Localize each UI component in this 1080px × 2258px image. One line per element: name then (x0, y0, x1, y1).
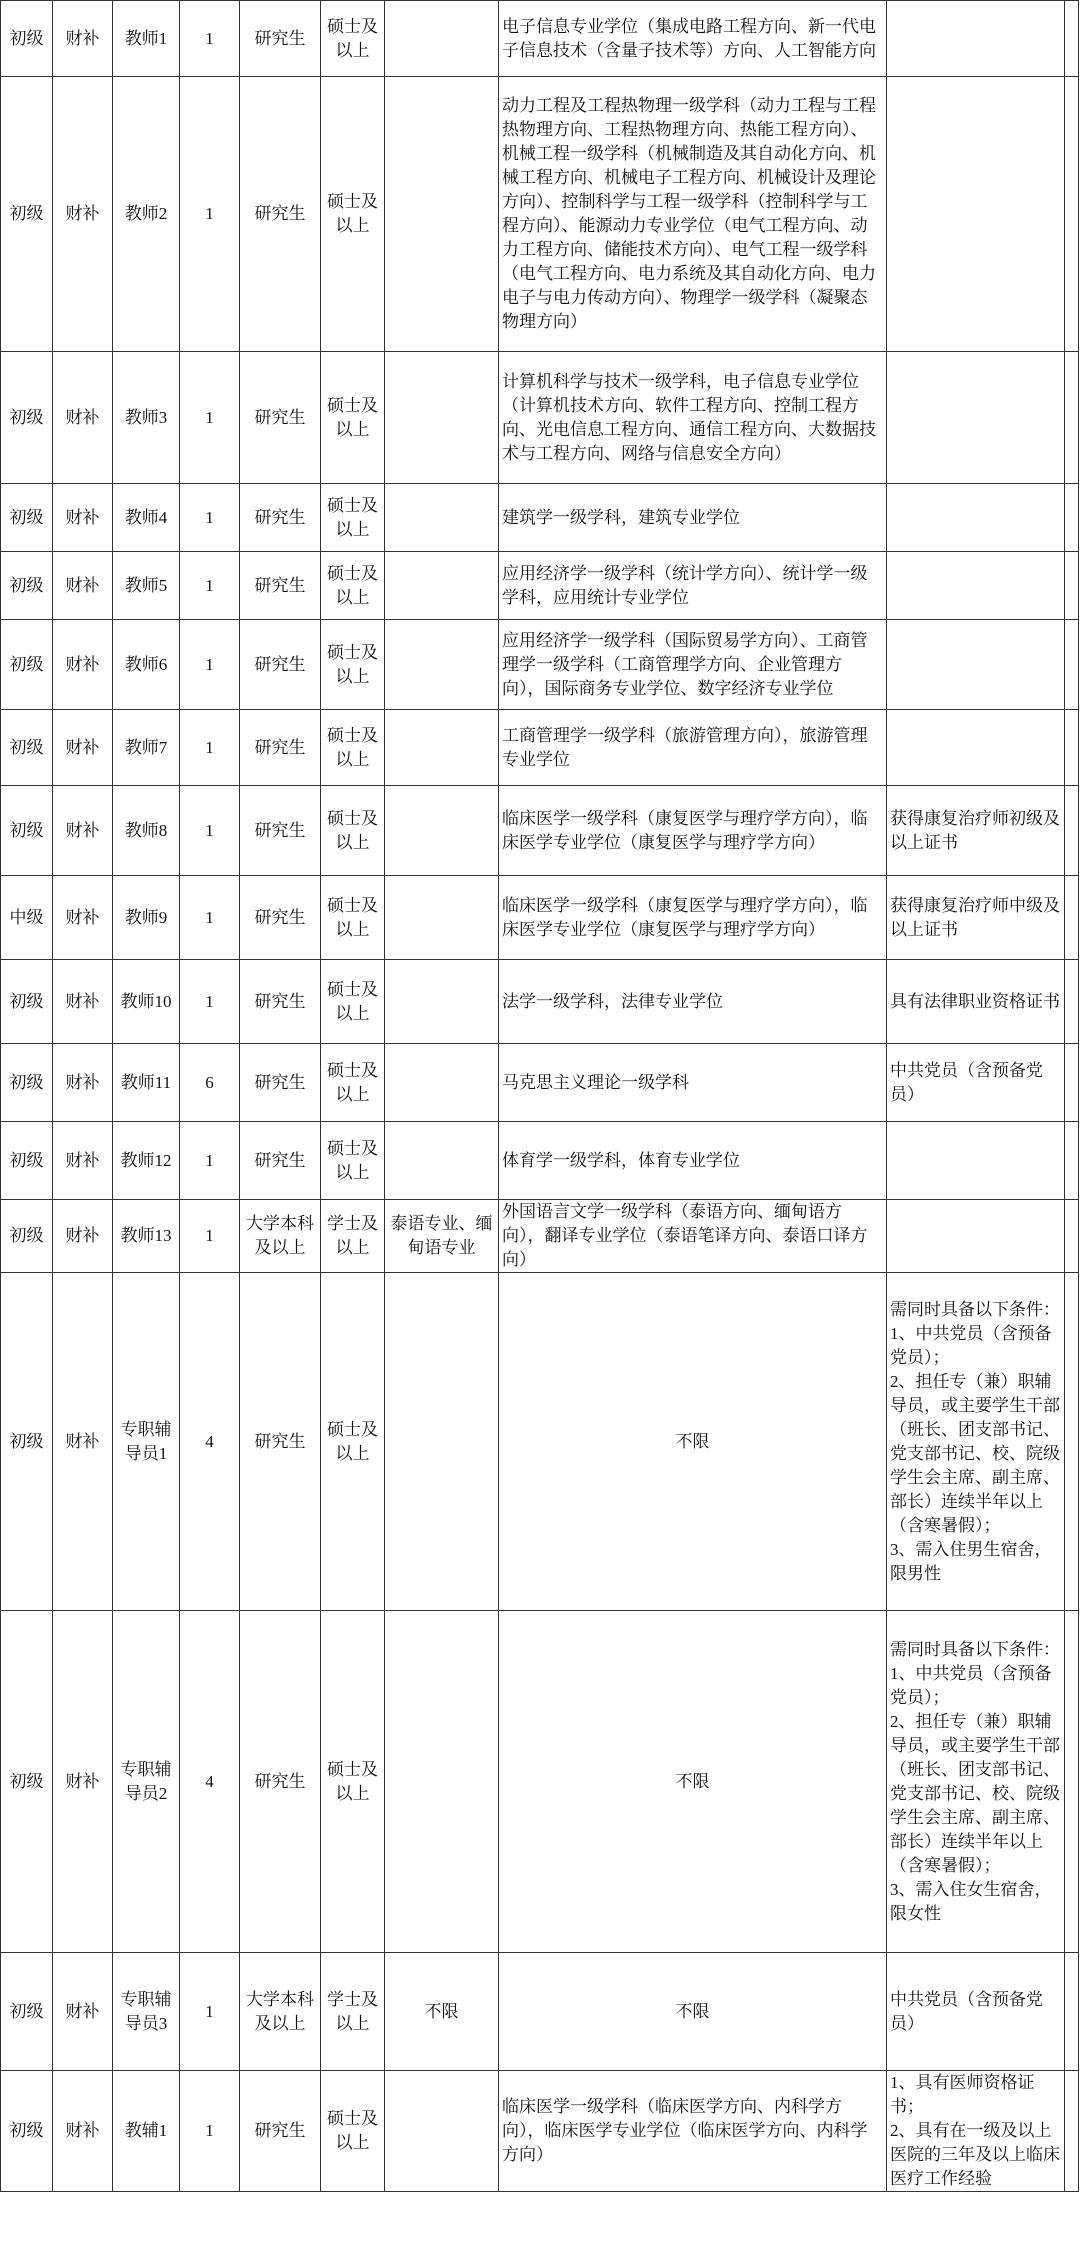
cell-major-ug (385, 960, 499, 1044)
cell-post-name: 教师8 (113, 786, 180, 876)
cell-level: 初级 (1, 710, 53, 786)
cell-level: 初级 (1, 1044, 53, 1122)
cell-major-pg: 计算机科学与技术一级学科，电子信息专业学位（计算机技术方向、软件工程方向、控制工程方向、光电信息工程方向、通信工程方向、大数据技术与工程方向、网络与信息安全方向） (499, 352, 887, 484)
cell-other-req: 需同时具备以下条件： 1、中共党员（含预备党员）； 2、担任专（兼）职辅导员，或主要学生干部（班长、团支部书记、党支部书记、校、院级学生会主席、副主席、部长）连续半年以上（含寒暑假）； 3、需入住男生宿舍，限男性 (887, 1273, 1065, 1611)
cell-level: 初级 (1, 1122, 53, 1200)
cell-level: 初级 (1, 960, 53, 1044)
cell-truncated-column (1065, 1044, 1079, 1122)
table-row (1, 1200, 1079, 1273)
cell-other-req: 具有法律职业资格证书 (887, 960, 1065, 1044)
cell-education: 研究生 (240, 552, 321, 620)
cell-other-req: 中共党员（含预备党员） (887, 1044, 1065, 1122)
cell-major-ug (385, 352, 499, 484)
table-row (1, 352, 1079, 484)
table-body (1, 1, 1079, 2192)
cell-funding: 财补 (53, 1953, 113, 2071)
cell-funding: 财补 (53, 2071, 113, 2192)
cell-post-name: 教师3 (113, 352, 180, 484)
cell-major-pg: 外国语言文学一级学科（泰语方向、缅甸语方向），翻译专业学位（泰语笔译方向、泰语口译方向） (499, 1200, 887, 1273)
cell-level: 初级 (1, 1, 53, 77)
cell-degree: 硕士及以上 (321, 786, 385, 876)
cell-degree: 学士及以上 (321, 1200, 385, 1273)
cell-headcount: 1 (180, 352, 240, 484)
cell-headcount: 1 (180, 484, 240, 552)
cell-headcount: 1 (180, 2071, 240, 2192)
cell-major-ug (385, 1273, 499, 1611)
cell-post-name: 专职辅导员3 (113, 1953, 180, 2071)
cell-degree: 硕士及以上 (321, 620, 385, 710)
cell-other-req (887, 1122, 1065, 1200)
cell-headcount: 1 (180, 876, 240, 960)
cell-post-name: 教师2 (113, 77, 180, 352)
cell-level: 初级 (1, 552, 53, 620)
cell-post-name: 教师11 (113, 1044, 180, 1122)
cell-truncated-column (1065, 1273, 1079, 1611)
table-row (1, 876, 1079, 960)
cell-truncated-column (1065, 710, 1079, 786)
cell-education: 研究生 (240, 1273, 321, 1611)
cell-truncated-column (1065, 876, 1079, 960)
cell-major-ug (385, 552, 499, 620)
cell-headcount: 1 (180, 960, 240, 1044)
cell-truncated-column (1065, 1122, 1079, 1200)
cell-level: 初级 (1, 1273, 53, 1611)
table-row (1, 1953, 1079, 2071)
cell-education: 研究生 (240, 876, 321, 960)
cell-post-name: 教师7 (113, 710, 180, 786)
cell-funding: 财补 (53, 77, 113, 352)
table-row (1, 552, 1079, 620)
cell-truncated-column (1065, 1200, 1079, 1273)
cell-major-ug (385, 1122, 499, 1200)
cell-degree: 硕士及以上 (321, 552, 385, 620)
cell-other-req: 获得康复治疗师中级及以上证书 (887, 876, 1065, 960)
cell-level: 初级 (1, 620, 53, 710)
cell-major-ug (385, 1611, 499, 1953)
cell-education: 大学本科及以上 (240, 1953, 321, 2071)
cell-headcount: 4 (180, 1273, 240, 1611)
cell-post-name: 教师4 (113, 484, 180, 552)
cell-funding: 财补 (53, 1, 113, 77)
cell-major-pg: 不限 (499, 1611, 887, 1953)
cell-major-pg: 法学一级学科，法律专业学位 (499, 960, 887, 1044)
cell-post-name: 教师1 (113, 1, 180, 77)
cell-degree: 硕士及以上 (321, 2071, 385, 2192)
cell-level: 初级 (1, 2071, 53, 2192)
cell-post-name: 教师5 (113, 552, 180, 620)
table-row (1, 1273, 1079, 1611)
cell-education: 研究生 (240, 1611, 321, 1953)
cell-headcount: 1 (180, 1953, 240, 2071)
cell-degree: 硕士及以上 (321, 1, 385, 77)
cell-degree: 硕士及以上 (321, 1273, 385, 1611)
cell-education: 研究生 (240, 710, 321, 786)
cell-headcount: 1 (180, 710, 240, 786)
cell-truncated-column (1065, 620, 1079, 710)
cell-funding: 财补 (53, 484, 113, 552)
cell-level: 初级 (1, 786, 53, 876)
cell-major-pg: 应用经济学一级学科（统计学方向）、统计学一级学科，应用统计专业学位 (499, 552, 887, 620)
table-row (1, 1122, 1079, 1200)
cell-level: 初级 (1, 1200, 53, 1273)
cell-major-pg: 电子信息专业学位（集成电路工程方向、新一代电子信息技术（含量子技术等）方向、人工智能方向 (499, 1, 887, 77)
table-row (1, 484, 1079, 552)
cell-major-ug (385, 620, 499, 710)
cell-other-req (887, 484, 1065, 552)
cell-funding: 财补 (53, 1044, 113, 1122)
cell-level: 中级 (1, 876, 53, 960)
cell-truncated-column (1065, 1, 1079, 77)
cell-headcount: 6 (180, 1044, 240, 1122)
cell-major-pg: 动力工程及工程热物理一级学科（动力工程与工程热物理方向、工程热物理方向、热能工程方向）、机械工程一级学科（机械制造及其自动化方向、机械工程方向、机械电子工程方向、机械设计及理论方向）、控制科学与工程一级学科（控制科学与工程方向）、能源动力专业学位（电气工程方向、动力工程方向、储能技术方向）、电气工程一级学科（电气工程方向、电力系统及其自动化方向、电力电子与电力传动方向）、物理学一级学科（凝聚态物理方向） (499, 77, 887, 352)
cell-education: 研究生 (240, 620, 321, 710)
cell-other-req (887, 352, 1065, 484)
cell-headcount: 1 (180, 552, 240, 620)
cell-truncated-column (1065, 77, 1079, 352)
cell-education: 研究生 (240, 786, 321, 876)
cell-major-pg: 体育学一级学科，体育专业学位 (499, 1122, 887, 1200)
cell-degree: 硕士及以上 (321, 352, 385, 484)
cell-other-req (887, 77, 1065, 352)
cell-degree: 学士及以上 (321, 1953, 385, 2071)
cell-funding: 财补 (53, 786, 113, 876)
cell-major-ug (385, 710, 499, 786)
cell-major-pg: 临床医学一级学科（临床医学方向、内科学方向），临床医学专业学位（临床医学方向、内科学方向） (499, 2071, 887, 2192)
cell-funding: 财补 (53, 620, 113, 710)
cell-education: 研究生 (240, 352, 321, 484)
cell-level: 初级 (1, 1953, 53, 2071)
cell-truncated-column (1065, 786, 1079, 876)
cell-degree: 硕士及以上 (321, 77, 385, 352)
cell-funding: 财补 (53, 1200, 113, 1273)
cell-post-name: 教师6 (113, 620, 180, 710)
cell-major-pg: 临床医学一级学科（康复医学与理疗学方向），临床医学专业学位（康复医学与理疗学方向） (499, 786, 887, 876)
cell-truncated-column (1065, 484, 1079, 552)
cell-funding: 财补 (53, 1273, 113, 1611)
table-row (1, 710, 1079, 786)
cell-funding: 财补 (53, 876, 113, 960)
cell-major-ug (385, 2071, 499, 2192)
cell-major-ug: 不限 (385, 1953, 499, 2071)
cell-truncated-column (1065, 1953, 1079, 2071)
cell-major-ug: 泰语专业、缅甸语专业 (385, 1200, 499, 1273)
cell-level: 初级 (1, 352, 53, 484)
cell-major-pg: 建筑学一级学科，建筑专业学位 (499, 484, 887, 552)
cell-degree: 硕士及以上 (321, 876, 385, 960)
cell-headcount: 1 (180, 620, 240, 710)
cell-post-name: 专职辅导员1 (113, 1273, 180, 1611)
cell-major-ug (385, 77, 499, 352)
cell-education: 研究生 (240, 960, 321, 1044)
cell-major-pg: 应用经济学一级学科（国际贸易学方向）、工商管理学一级学科（工商管理学方向、企业管理方向），国际商务专业学位、数字经济专业学位 (499, 620, 887, 710)
cell-major-pg: 不限 (499, 1273, 887, 1611)
cell-major-ug (385, 876, 499, 960)
cell-headcount: 1 (180, 1200, 240, 1273)
cell-degree: 硕士及以上 (321, 1044, 385, 1122)
table-row (1, 620, 1079, 710)
cell-major-ug (385, 1, 499, 77)
cell-headcount: 1 (180, 77, 240, 352)
table-row (1, 786, 1079, 876)
cell-headcount: 1 (180, 1122, 240, 1200)
cell-other-req (887, 1, 1065, 77)
table-row (1, 1, 1079, 77)
cell-level: 初级 (1, 1611, 53, 1953)
cell-major-ug (385, 1044, 499, 1122)
cell-post-name: 教师12 (113, 1122, 180, 1200)
cell-other-req: 1、具有医师资格证书； 2、具有在一级及以上医院的三年及以上临床医疗工作经验 (887, 2071, 1065, 2192)
cell-education: 大学本科及以上 (240, 1200, 321, 1273)
cell-other-req (887, 710, 1065, 786)
cell-other-req: 中共党员（含预备党员） (887, 1953, 1065, 2071)
cell-funding: 财补 (53, 1122, 113, 1200)
cell-major-ug (385, 484, 499, 552)
cell-other-req: 需同时具备以下条件： 1、中共党员（含预备党员）； 2、担任专（兼）职辅导员，或主要学生干部（班长、团支部书记、党支部书记、校、院级学生会主席、副主席、部长）连续半年以上（含寒暑假）； 3、需入住女生宿舍，限女性 (887, 1611, 1065, 1953)
cell-funding: 财补 (53, 710, 113, 786)
cell-post-name: 教师13 (113, 1200, 180, 1273)
table-row (1, 960, 1079, 1044)
cell-major-pg: 马克思主义理论一级学科 (499, 1044, 887, 1122)
cell-education: 研究生 (240, 1044, 321, 1122)
table-row (1, 2071, 1079, 2192)
cell-headcount: 1 (180, 1, 240, 77)
cell-education: 研究生 (240, 1122, 321, 1200)
cell-degree: 硕士及以上 (321, 1122, 385, 1200)
cell-funding: 财补 (53, 960, 113, 1044)
cell-major-ug (385, 786, 499, 876)
cell-headcount: 4 (180, 1611, 240, 1953)
cell-other-req (887, 1200, 1065, 1273)
cell-post-name: 教师9 (113, 876, 180, 960)
cell-post-name: 教辅1 (113, 2071, 180, 2192)
cell-post-name: 教师10 (113, 960, 180, 1044)
cell-truncated-column (1065, 2071, 1079, 2192)
cell-headcount: 1 (180, 786, 240, 876)
table-row (1, 1611, 1079, 1953)
cell-level: 初级 (1, 484, 53, 552)
cell-degree: 硕士及以上 (321, 960, 385, 1044)
cell-education: 研究生 (240, 77, 321, 352)
cell-degree: 硕士及以上 (321, 484, 385, 552)
cell-funding: 财补 (53, 352, 113, 484)
cell-major-pg: 临床医学一级学科（康复医学与理疗学方向），临床医学专业学位（康复医学与理疗学方向） (499, 876, 887, 960)
cell-other-req: 获得康复治疗师初级及以上证书 (887, 786, 1065, 876)
cell-other-req (887, 620, 1065, 710)
cell-major-pg: 工商管理学一级学科（旅游管理方向），旅游管理专业学位 (499, 710, 887, 786)
table-row (1, 1044, 1079, 1122)
cell-level: 初级 (1, 77, 53, 352)
cell-other-req (887, 552, 1065, 620)
cell-education: 研究生 (240, 484, 321, 552)
cell-truncated-column (1065, 960, 1079, 1044)
cell-education: 研究生 (240, 1, 321, 77)
cell-truncated-column (1065, 352, 1079, 484)
table-row (1, 77, 1079, 352)
cell-major-pg: 不限 (499, 1953, 887, 2071)
cell-education: 研究生 (240, 2071, 321, 2192)
cell-post-name: 专职辅导员2 (113, 1611, 180, 1953)
cell-degree: 硕士及以上 (321, 710, 385, 786)
cell-truncated-column (1065, 552, 1079, 620)
cell-truncated-column (1065, 1611, 1079, 1953)
cell-funding: 财补 (53, 1611, 113, 1953)
cell-degree: 硕士及以上 (321, 1611, 385, 1953)
cell-funding: 财补 (53, 552, 113, 620)
